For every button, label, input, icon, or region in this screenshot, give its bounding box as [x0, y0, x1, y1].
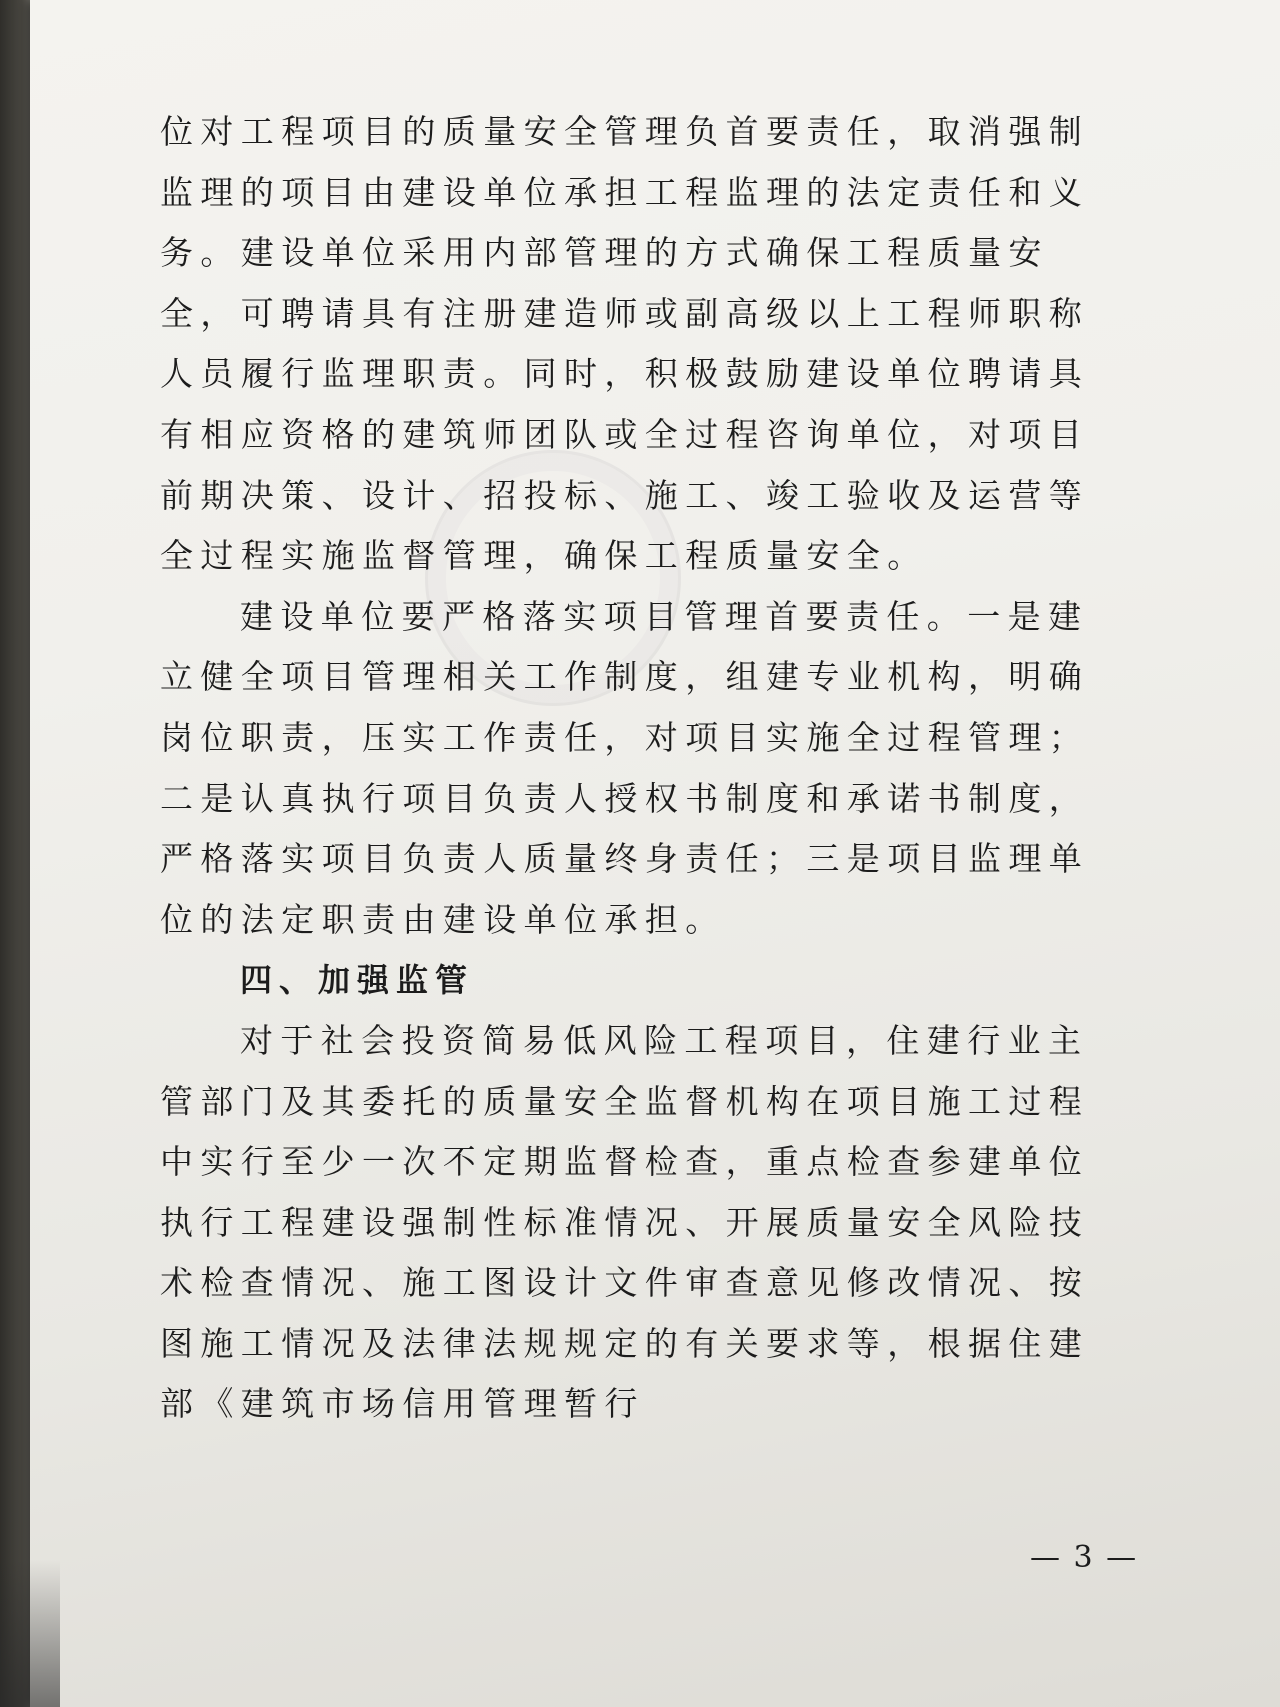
corner-shadow [0, 1560, 60, 1707]
section-heading: 四、加强监管 [240, 961, 475, 1000]
paragraph-supervision: 对于社会投资简易低风险工程项目，住建行业主管部门及其委托的质量安全监督机构在项目施工过程中实行至少一次不定期监督检查，重点检查参建单位执行工程建设强制性标准情况、开展质量安全风险技术检查情况、施工图设计文件审查意见修改情况、按图施工情况及法律法规规定的有关要求等，根据住建部《建筑市场信用管理暂行 [160, 1020, 1090, 1424]
paragraph-continuation: 位对工程项目的质量安全管理负首要责任，取消强制监理的项目由建设单位承担工程监理的法定责任和义务。建设单位采用内部管理的方式确保工程质量安全，可聘请具有注册建造师或副高级以上工程师职称人员履行监理职责。同时，积极鼓励建设单位聘请具有相应资格的建筑师团队或全过程咨询单位，对项目前期决策、设计、招投标、施工、竣工验收及运营等全过程实施监督管理，确保工程质量安全。 [160, 112, 1090, 576]
paragraph-construction-unit-responsibility: 建设单位要严格落实项目管理首要责任。一是建立健全项目管理相关工作制度，组建专业机构，明确岗位职责，压实工作责任，对项目实施全过程管理；二是认真执行项目负责人授权书制度和承诺书制度，严格落实项目负责人质量终身责任；三是项目监理单位的法定职责由建设单位承担。 [160, 596, 1090, 939]
page-number: — 3 — [1030, 1540, 1139, 1575]
document-body [160, 102, 1120, 1435]
